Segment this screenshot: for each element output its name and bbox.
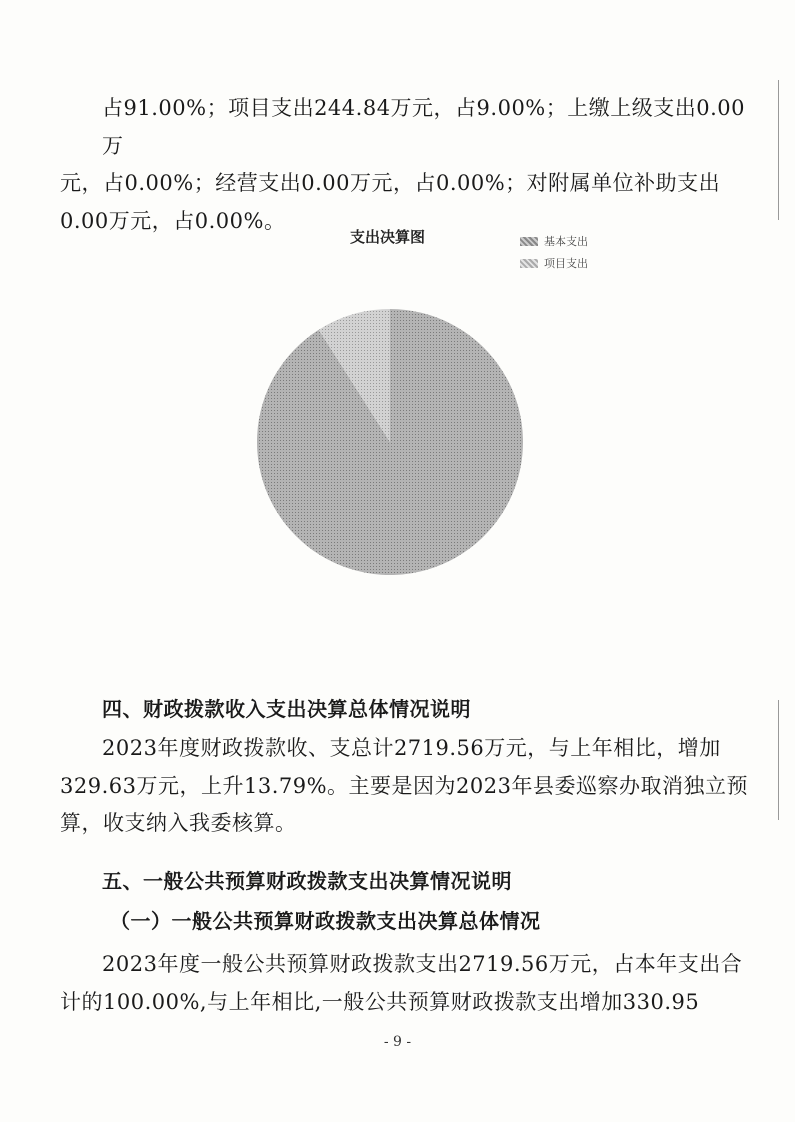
legend-swatch-project [520,259,538,268]
legend-label-project: 项目支出 [544,257,588,270]
section5-body: 2023年度一般公共预算财政拨款支出2719.56万元，占本年支出合计的100.00%,与上年相比,一般公共预算财政拨款支出增加330.95 [60,952,743,1014]
section5-heading: 五、一般公共预算财政拨款支出决算情况说明 [102,869,512,893]
pie-slices [257,309,523,575]
page-number: - 9 - [383,1034,412,1050]
section4-heading: 四、财政拨款收入支出决算总体情况说明 [102,697,471,721]
scan-edge-mark-lower [778,700,779,820]
section5-subheading: （一）一般公共预算财政拨款支出决算总体情况 [110,909,541,933]
chart-title: 支出决算图 [350,228,426,246]
top-paragraph-line-2: 元，占0.00%；经营支出0.00万元，占0.00%；对附属单位补助支出 [60,171,721,195]
legend-item-project [520,252,588,274]
legend-label-basic: 基本支出 [544,235,588,248]
legend-swatch-basic [520,237,538,246]
legend-item-basic [520,230,588,252]
top-paragraph [60,90,750,240]
chart-legend [520,230,588,274]
top-paragraph-line-1: 占91.00%；项目支出244.84万元，占9.00%；上缴上级支出0.00万 [102,96,746,158]
top-paragraph-line-3: 0.00万元，占0.00%。 [60,208,286,233]
scan-edge-mark [778,80,779,220]
section4-body: 2023年度财政拨款收、支总计2719.56万元，与上年相比，增加329.63万元，上升13.79%。主要是因为2023年县委巡察办取消独立预算，收支纳入我委核算。 [60,736,748,835]
pie-chart [250,290,540,600]
